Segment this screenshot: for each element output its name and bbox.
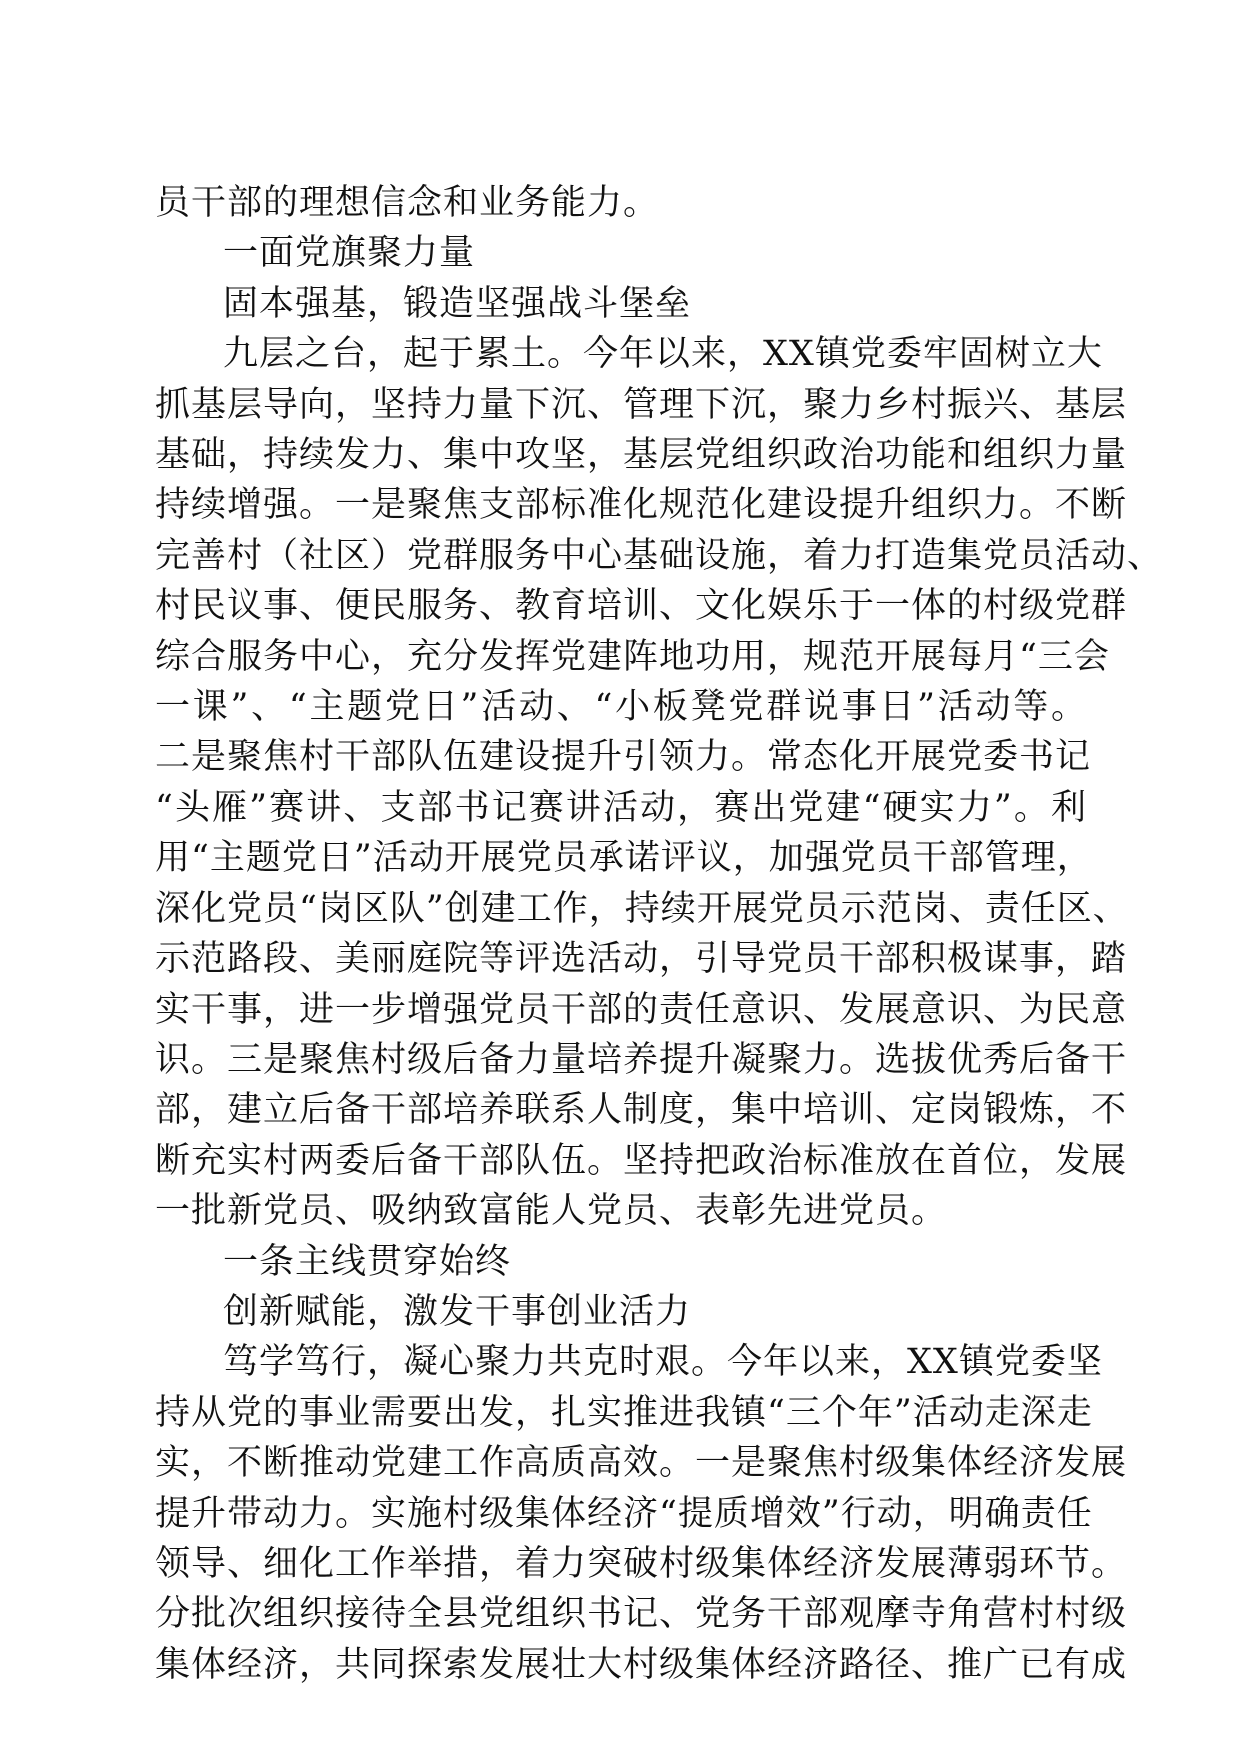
- text-line: 一课”、“主题党日”活动、“小板凳党群说事日”活动等。: [155, 687, 1087, 728]
- body-paragraph: [155, 329, 1164, 1236]
- section-subheading: [155, 279, 1087, 329]
- text-line: 识。三是聚焦村级后备力量培养提升凝聚力。选拔优秀后备干: [155, 1039, 1128, 1080]
- text-line: 实，不断推动党建工作高质高效。一是聚焦村级集体经济发展: [155, 1443, 1128, 1484]
- section-heading: [155, 1237, 1087, 1287]
- text-line: 员干部的理想信念和业务能力。: [155, 183, 660, 223]
- body-paragraph: [155, 1337, 1128, 1690]
- text-line: 一面党旗聚力量: [223, 233, 476, 274]
- text-line: 分批次组织接待全县党组织书记、党务干部观摩寺角营村村级: [155, 1594, 1128, 1635]
- section-subheading: [155, 1287, 1087, 1337]
- text-line: 深化党员“岗区队”创建工作，持续开展党员示范岗、责任区、: [155, 888, 1129, 929]
- text-line: 九层之台，起于累土。今年以来，XX镇党委牢固树立大: [223, 334, 1103, 375]
- text-line: 部，建立后备干部培养联系人制度，集中培训、定岗锻炼，不: [155, 1090, 1128, 1131]
- text-line: 村民议事、便民服务、教育培训、文化娱乐于一体的村级党群: [155, 586, 1128, 627]
- text-line: 集体经济，共同探索发展壮大村级集体经济路径、推广已有成: [155, 1644, 1128, 1685]
- text-line: 用“主题党日”活动开展党员承诺评议，加强党员干部管理，: [155, 838, 1093, 879]
- text-line: “头雁”赛讲、支部书记赛讲活动，赛出党建“硬实力”。利: [155, 787, 1087, 828]
- text-line: 二是聚焦村干部队伍建设提升引领力。常态化开展党委书记: [155, 737, 1092, 778]
- text-line: 持从党的事业需要出发，扎实推进我镇“三个年”活动走深走: [155, 1392, 1093, 1433]
- paragraph-continuation: [155, 178, 1087, 228]
- text-line: 完善村（社区）党群服务中心基础设施，着力打造集党员活动、: [155, 535, 1164, 576]
- text-line: 一条主线贯穿始终: [223, 1241, 512, 1282]
- text-line: 笃学笃行，凝心聚力共克时艰。今年以来，XX镇党委坚: [223, 1342, 1103, 1383]
- text-line: 基础，持续发力、集中攻坚，基层党组织政治功能和组织力量: [155, 435, 1128, 476]
- text-line: 断充实村两委后备干部队伍。坚持把政治标准放在首位，发展: [155, 1140, 1128, 1181]
- document-body: [155, 178, 1164, 1690]
- text-line: 实干事，进一步增强党员干部的责任意识、发展意识、为民意: [155, 989, 1128, 1030]
- text-line: 创新赋能，激发干事创业活力: [223, 1291, 692, 1332]
- text-line: 领导、细化工作举措，着力突破村级集体经济发展薄弱环节。: [155, 1543, 1128, 1584]
- section-heading: [155, 228, 1087, 278]
- text-line: 示范路段、美丽庭院等评选活动，引导党员干部积极谋事，踏: [155, 939, 1128, 980]
- text-line: 持续增强。一是聚焦支部标准化规范化建设提升组织力。不断: [155, 485, 1128, 526]
- text-line: 提升带动力。实施村级集体经济“提质增效”行动，明确责任: [155, 1493, 1093, 1534]
- text-line: 抓基层导向，坚持力量下沉、管理下沉，聚力乡村振兴、基层: [155, 384, 1128, 425]
- text-line: 一批新党员、吸纳致富能人党员、表彰先进党员。: [155, 1191, 948, 1232]
- text-line: 固本强基，锻造坚强战斗堡垒: [223, 283, 692, 324]
- text-line: 综合服务中心，充分发挥党建阵地功用，规范开展每月“三会: [155, 636, 1110, 677]
